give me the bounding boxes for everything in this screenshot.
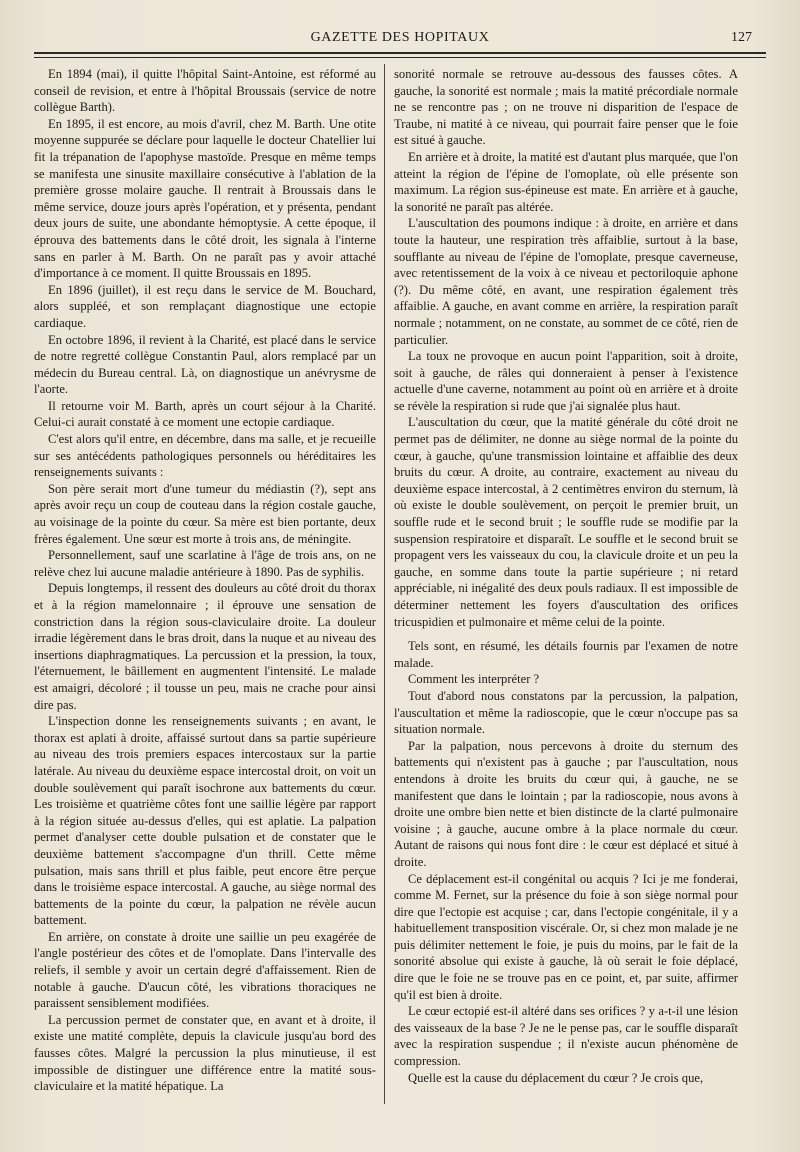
paragraph: La percussion permet de constater que, en avant et à droite, il existe une matité complète, depuis la clavicule jusqu'au bord des fausses côtes. Malgré la percussion la plus minutieuse, il est impossible de distinguer une différence entre la matité sous-claviculaire et la matité hépatique. La [34,1012,376,1094]
paragraph: En arrière et à droite, la matité est d'autant plus marquée, que l'on atteint la région de l'épine de l'omoplate, où elle présente son maximum. La région sus-épineuse est mate. En arrière et à gauche, la sonorité ne paraît pas altérée. [394,149,738,214]
paragraph: L'auscultation des poumons indique : à droite, en arrière et dans toute la hauteur, une respiration très affaiblie, surtout à la base, soufflante au niveau de l'épine de l'omoplate, presque caverneuse, avec retentissement de la voix à ce niveau et pectoriloquie aphone (?). Du même côté, en avant, une respiration également très affaiblie. A gauche, en avant comme en arrière, la respiration paraît normale ; notamment, on ne constate, au sommet de ce côté, rien de particulier. [394,216,738,347]
paragraph: Tels sont, en résumé, les détails fournis par l'examen de notre malade. [394,639,738,670]
left-column [34,66,376,1095]
column-divider [384,64,385,1104]
paragraph: En 1895, il est encore, au mois d'avril, chez M. Barth. Une otite moyenne suppurée se déclare pour laquelle le docteur Chatellier lui fit la trépanation de l'apophyse mastoïde. Presque en même temps se manifesta une sinusite maxillaire consécutive à l'ablation de la première grosse molaire gauche. Il rentrait à Broussais dans le même service, douze jours après l'opération, et y présenta, pendant deux jours de suite, une abondante hémoptysie. A cette époque, il éprouva des battements dans le côté droit, les signala à l'interne sans en parler à M. Barth. On ne paraît pas y avoir attaché d'importance à ce moment. Il quitte Broussais en 1895. [34,116,376,281]
paragraph: La toux ne provoque en aucun point l'apparition, soit à droite, soit à gauche, de râles qui donneraient à penser à l'existence actuelle d'une caverne, notamment au point où en arrière et à droite se révèle la respiration si rude que j'ai signalée plus haut. [394,349,738,413]
header-rule [34,52,766,54]
publication-title: GAZETTE DES HOPITAUX [310,30,490,45]
paragraph: Son père serait mort d'une tumeur du médiastin (?), sept ans après avoir reçu un coup de couteau dans la région costale gauche, au voisinage de la pointe du cœur. Sa mère est bien portante, deux frères également. Une sœur est morte à trois ans, de méningite. [34,481,376,546]
paragraph: En 1896 (juillet), il est reçu dans le service de M. Bouchard, alors suppléé, et son remplaçant diagnostique une ectopie cardiaque. [34,282,376,330]
paragraph: L'inspection donne les renseignements suivants ; en avant, le thorax est aplati à droite, affaissé surtout dans sa partie supérieure au niveau des trois premiers espaces intercostaux sur la partie latérale. Au niveau du deuxième espace intercostal droit, on voit un double soulèvement qui paraît isochrone aux battements du cœur. Les troisième et quatrième côtes font une saillie légère par rapport à la région située au-dessus d'elles, qui est aplatie. La palpation permet d'analyser cette double pulsation et de constater que le deuxième battement s'accompagne d'un thrill. Cette même pulsation, mais sans thrill et plus faible, peut encore être perçue dans le troisième espace intercostal. A gauche, au siège normal des battements de la pointe du cœur, la palpation ne révèle aucun battement. [34,714,376,928]
paragraph: Personnellement, sauf une scarlatine à l'âge de trois ans, on ne relève chez lui aucune maladie antérieure à 1890. Pas de syphilis. [34,548,376,579]
right-column [394,66,738,1086]
paragraph: Tout d'abord nous constatons par la percussion, la palpation, l'auscultation et même la radioscopie, que le cœur n'occupe pas sa situation normale. [394,688,738,737]
header-rule-thin [34,57,766,58]
paragraph: L'auscultation du cœur, que la matité générale du côté droit ne permet pas de délimiter, ne donne au siège normal de la pointe du cœur, à gauche, qu'une transmission lointaine et affaiblie des deux bruits du cœur. A droite, au contraire, exactement au niveau du deuxième espace intercostal, à 2 centimètres environ du sternum, là où existe le double soulèvement, on perçoit le premier bruit, un souffle rude et le second bruit ; le souffle rude se modifie par la suspension respiratoire et disparaît. Le souffle et le second bruit se propagent vers les vaisseaux du cou, la clavicule droite et un peu la gauche, en somme dans toute la partie supérieure ; ni retard appréciable, ni inégalité des deux pouls radiaux. Il est impossible de déterminer nettement les foyers d'auscultation des orifices tricuspidien et pulmonaire et même celui de la pointe. [394,415,738,629]
paragraph: Depuis longtemps, il ressent des douleurs au côté droit du thorax et à la région mamelonnaire ; il éprouve une sensation de constriction dans la région sous-claviculaire droite. La douleur irradie légèrement dans le bras droit, dans la nuque et au niveau des insertions diaphragmatiques. La percussion et la pression, la toux, l'éternuement, le bâillement en augmentent l'intensité. Le malade est amaigri, décoloré ; il tousse un peu, mais ne crache pour ainsi dire pas. [34,581,376,712]
paragraph: Quelle est la cause du déplacement du cœur ? Je crois que, [408,1070,704,1085]
running-head [0,30,800,50]
paragraph: C'est alors qu'il entre, en décembre, dans ma salle, et je recueille sur ses antécédents pathologiques personnels ou héréditaires les renseignements suivants : [34,432,376,480]
paragraph: sonorité normale se retrouve au-dessous des fausses côtes. A gauche, la sonorité est normale ; mais la matité précordiale normale ne se rencontre pas ; on ne trouve ni disparition de l'espace de Traube, ni matité à ce niveau, qui pourrait faire penser que le foie est situé à gauche. [394,67,738,148]
paragraph: Par la palpation, nous percevons à droite du sternum des battements qui n'existent pas à gauche ; par l'auscultation, nous entendons à droite les bruits du cœur qui, à gauche, ne se manifestent que dans le lointain ; par la radioscopie, nous avons à droite une ombre bien nette et bien distincte de la clarté pulmonaire voisine ; à gauche, aucune ombre à la place normale du cœur. Autant de raisons qui nous font dire : le cœur est déplacé et situé à droite. [394,738,738,869]
page-number: 127 [731,30,752,45]
paragraph: En arrière, on constate à droite une saillie un peu exagérée de l'angle postérieur des côtes et de l'omoplate. Dans l'intervalle des reliefs, il semble y avoir un certain degré d'affaissement. Rien de notable à gauche. D'aucun côté, les vibrations thoraciques ne paraissent sensiblement modifiées. [34,929,376,1011]
paragraph: Ce déplacement est-il congénital ou acquis ? Ici je me fonderai, comme M. Fernet, sur la présence du foie à son siège normal pour dire que l'ectopie est acquise ; car, dans l'ectopie congénitale, il y a habituellement transposition viscérale. Or, si chez mon malade je ne puis délimiter nettement le foie, je puis du moins, par le fait de la sonorité absolue qui existe à gauche, là où serait le foie déplacé, dire que le foie ne se trouve pas en ce point, et, par suite, affirmer qu'il est bien à droite. [394,871,738,1002]
paragraph: Le cœur ectopié est-il altéré dans ses orifices ? y a-t-il une lésion des vaisseaux de la base ? Je ne le pense pas, car le souffle disparaît avec la respiration suspendue ; il n'existe aucun phénomène de compression. [394,1004,738,1069]
paragraph: Comment les interpréter ? [408,672,540,687]
paragraph: En octobre 1896, il revient à la Charité, est placé dans le service de notre regretté collègue Constantin Paul, alors remplacé par un médecin du Bureau central. Là, on diagnostique un anévrysme de l'aorte. [34,332,376,397]
paragraph: Il retourne voir M. Barth, après un court séjour à la Charité. Celui-ci aurait constaté à ce moment une ectopie cardiaque. [34,398,376,430]
paragraph: En 1894 (mai), il quitte l'hôpital Saint-Antoine, est réformé au conseil de revision, et entre à l'hôpital Broussais (service de notre collègue Barth). [34,67,376,115]
